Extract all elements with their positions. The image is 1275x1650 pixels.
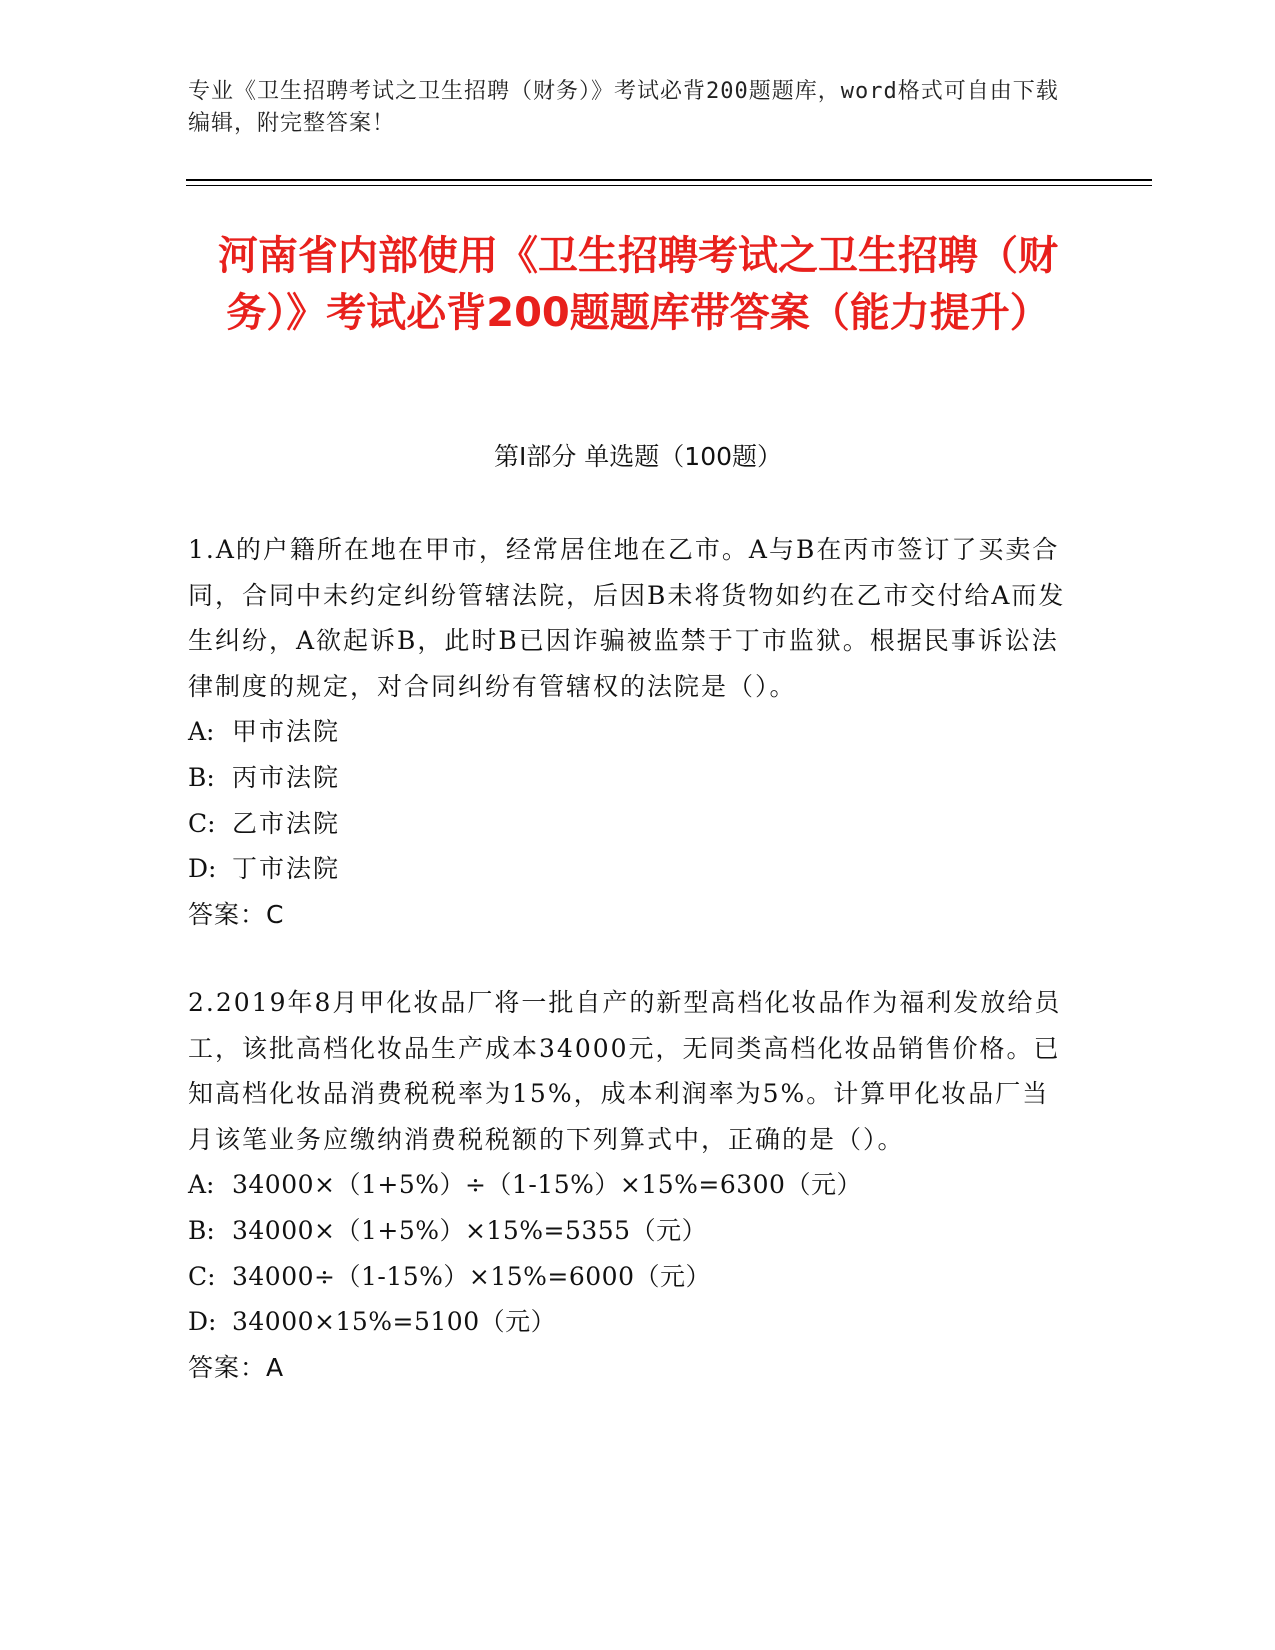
question-block xyxy=(188,980,1068,1391)
option-text: 丁市法院 xyxy=(232,854,341,884)
option-letter: A: xyxy=(188,717,215,747)
section-title: 第Ⅰ部分 单选题（100题） xyxy=(493,442,783,471)
option-letter: C: xyxy=(188,808,216,838)
option-letter: D: xyxy=(188,1307,217,1337)
option-c xyxy=(188,1254,1068,1300)
option-text: 乙市法院 xyxy=(232,808,341,838)
option-letter: D: xyxy=(188,854,217,884)
option-a xyxy=(188,709,1068,755)
option-c xyxy=(188,801,1068,847)
header-divider-thick xyxy=(186,179,1152,181)
option-text: 丙市法院 xyxy=(232,762,341,792)
option-text: 34000×15%=5100（元） xyxy=(232,1307,557,1337)
option-letter: B: xyxy=(188,1215,215,1245)
option-text: 甲市法院 xyxy=(232,717,341,747)
question-block xyxy=(188,527,1068,938)
header-note: 专业《卫生招聘考试之卫生招聘（财务）》考试必背200题题库，word格式可自由下载编辑，附完整答案！ xyxy=(188,79,1059,136)
answer-line: 答案：A xyxy=(188,1352,285,1382)
question-stem: 2.2019年8月甲化妆品厂将一批自产的新型高档化妆品作为福利发放给员工，该批高档化妆品生产成本34000元，无同类高档化妆品销售价格。已知高档化妆品消费税税率为15%，成本利润率为5%。计算甲化妆品厂当月该笔业务应缴纳消费税税额的下列算式中，正确的是（）。 xyxy=(188,988,1062,1154)
option-text: 34000÷（1-15%）×15%=6000（元） xyxy=(232,1261,711,1291)
header-divider-thin xyxy=(186,185,1152,186)
option-b xyxy=(188,1208,1068,1254)
option-letter: C: xyxy=(188,1261,216,1291)
option-a xyxy=(188,1162,1068,1208)
option-d xyxy=(188,1299,1068,1345)
question-stem: 1.A的户籍所在地在甲市，经常居住地在乙市。A与B在丙市签订了买卖合同，合同中未约定纠纷管辖法院，后因B未将货物如约在乙市交付给A而发生纠纷，A欲起诉B，此时B已因诈骗被监禁于丁市监狱。根据民事诉讼法律制度的规定，对合同纠纷有管辖权的法院是（）。 xyxy=(188,535,1066,701)
option-letter: B: xyxy=(188,762,215,792)
option-text: 34000×（1+5%）÷（1-15%）×15%=6300（元） xyxy=(232,1170,862,1200)
answer-line: 答案：C xyxy=(188,899,285,929)
option-d xyxy=(188,846,1068,892)
option-b xyxy=(188,755,1068,801)
option-text: 34000×（1+5%）×15%=5355（元） xyxy=(232,1215,708,1245)
option-letter: A: xyxy=(188,1170,215,1200)
document-title: 河南省内部使用《卫生招聘考试之卫生招聘（财务）》考试必背200题题库带答案（能力提升） xyxy=(218,233,1058,336)
